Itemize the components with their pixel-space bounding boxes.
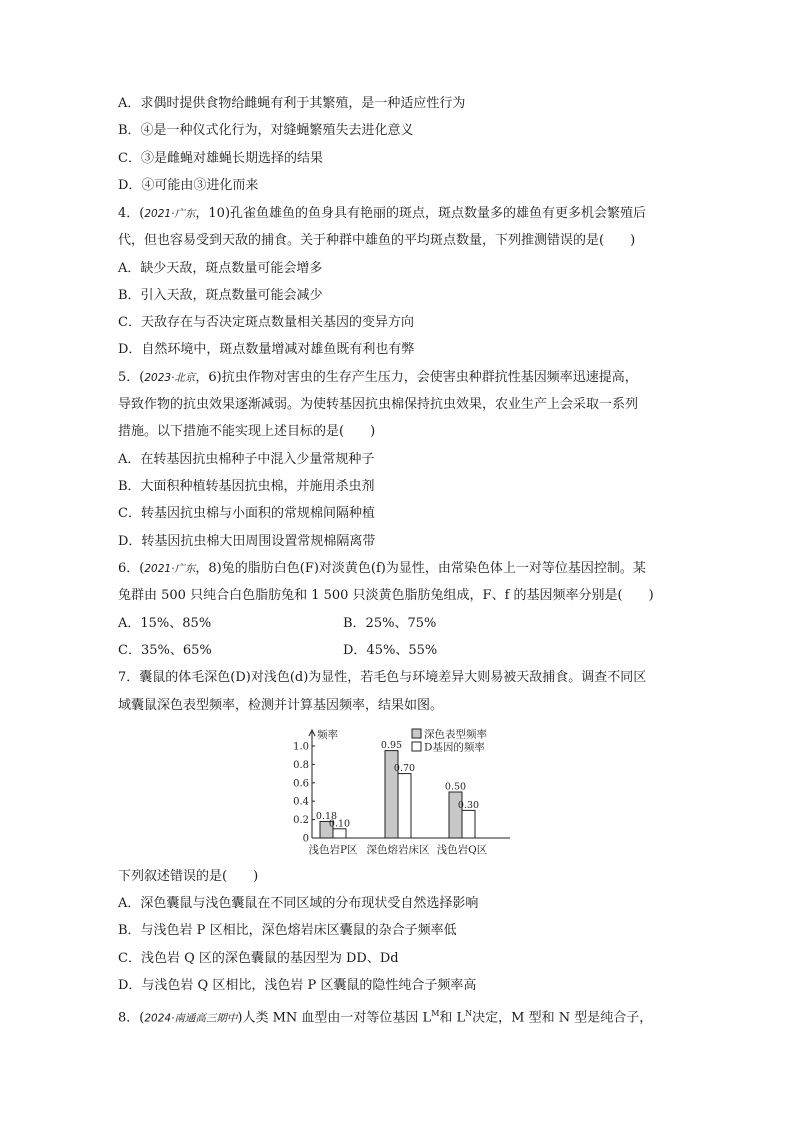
- q7-bar-chart: [290, 728, 510, 860]
- q8-source: 2024·南通高三期中: [144, 1012, 238, 1025]
- data-label: 0.70: [393, 763, 416, 775]
- q3-option-d: D．④可能由③进化而来: [118, 178, 259, 193]
- y-tick-label: 1.0: [293, 741, 309, 753]
- q7-option-a: A．深色囊鼠与浅色囊鼠在不同区域的分布现状受自然选择影响: [118, 896, 479, 911]
- bar: [333, 829, 346, 838]
- bar: [462, 810, 475, 838]
- data-label: 0.50: [444, 781, 467, 793]
- q6-option-c: C．35%、65%: [118, 643, 212, 658]
- y-tick-label: 0.2: [293, 815, 309, 827]
- y-tick-label: 0.6: [293, 778, 309, 790]
- category-label: 浅色岩P区: [308, 844, 358, 856]
- legend-swatch: [412, 742, 421, 751]
- q3-option-b: B．④是一种仪式化行为，对缝蝇繁殖失去进化意义: [118, 123, 414, 138]
- bar: [449, 792, 462, 838]
- q4-stem-line1: 4．(2021·广东，10)孔雀鱼雄鱼的鱼身具有艳丽的斑点，斑点数量多的雄鱼有更多机会繁殖后: [118, 206, 647, 221]
- q5-stem-line3: 措施。以下措施不能实现上述目标的是( ): [118, 424, 376, 439]
- q7-option-d: D．与浅色岩 Q 区相比，浅色岩 P 区囊鼠的隐性纯合子频率高: [118, 978, 477, 993]
- q7-stem-line1: 7．囊鼠的体毛深色(D)对浅色(d)为显性，若毛色与环境差异大则易被天敌捕食。调查不同区: [118, 670, 647, 685]
- y-tick-label: 0.8: [293, 759, 309, 771]
- q3-option-c: C．③是雌蝇对雄蝇长期选择的结果: [118, 151, 323, 166]
- q4-option-a: A．缺少天敌，斑点数量可能会增多: [118, 261, 323, 276]
- q6-stem-line1: 6．(2021·广东，8)兔的脂肪白色(F)对淡黄色(f)为显性，由常染色体上一对等位基因控制。某: [118, 561, 646, 576]
- q5-stem-line1: 5．(2023·北京，6)抗虫作物对害虫的生存产生压力，会使害虫种群抗性基因频率迅速提高，: [118, 370, 638, 385]
- legend-swatch: [412, 729, 421, 738]
- q5-stem-line2: 导致作物的抗虫效果逐渐减弱。为使转基因抗虫棉保持抗虫效果，农业生产上会采取一系列: [118, 397, 639, 412]
- q4-source: 2021·广东: [144, 208, 196, 220]
- q5-source: 2023·北京: [144, 372, 196, 384]
- q6-option-b: B．25%、75%: [343, 616, 437, 631]
- q7-stem-line2: 域囊鼠深色表型频率，检测并计算基因频率，结果如图。: [118, 698, 444, 713]
- data-label: 0.95: [380, 740, 403, 752]
- q8-stem-line1: 8．(2024·南通高三期中)人类 MN 血型由一对等位基因 $L^M$和 $L^N$决定，M 型和 N 型是纯合子，: [118, 1009, 653, 1026]
- y-tick-label: 0: [302, 833, 309, 845]
- q5-option-d: D．转基因抗虫棉大田周围设置常规棉隔离带: [118, 534, 376, 549]
- q4-stem-line2: 代，但也容易受到天敌的捕食。关于种群中雄鱼的平均斑点数量，下列推测错误的是( ): [118, 233, 636, 248]
- legend-label: D基因的频率: [424, 741, 485, 754]
- q6-source: 2021·广东: [144, 563, 196, 575]
- y-axis-label: 频率: [317, 729, 338, 741]
- q7-question: 下列叙述错误的是( ): [118, 869, 259, 884]
- q3-option-a: A．求偶时提供食物给雌蝇有利于其繁殖，是一种适应性行为: [118, 96, 466, 111]
- category-label: 浅色岩Q区: [436, 844, 488, 856]
- q4-option-d: D．自然环境中，斑点数量增减对雄鱼既有利也有弊: [118, 342, 415, 357]
- data-label: 0.10: [328, 818, 351, 830]
- data-label: 0.18: [315, 810, 338, 822]
- q4-option-c: C．天敌存在与否决定斑点数量相关基因的变异方向: [118, 315, 414, 330]
- q5-option-c: C．转基因抗虫棉与小面积的常规棉间隔种植: [118, 506, 375, 521]
- q6-option-a: A．15%、85%: [118, 616, 212, 631]
- q5-option-b: B．大面积种植转基因抗虫棉，并施用杀虫剂: [118, 479, 375, 494]
- q6-option-d: D．45%、55%: [343, 643, 438, 658]
- q4-option-b: B．引入天敌，斑点数量可能会减少: [118, 288, 323, 303]
- q5-option-a: A．在转基因抗虫棉种子中混入少量常规种子: [118, 452, 375, 467]
- bar: [398, 774, 411, 838]
- y-tick-label: 0.4: [293, 796, 309, 808]
- legend-label: 深色表型频率: [424, 728, 487, 741]
- category-label: 深色熔岩床区: [366, 844, 430, 856]
- q7-option-c: C．浅色岩 Q 区的深色囊鼠的基因型为 DD、Dd: [118, 951, 399, 966]
- data-label: 0.30: [457, 799, 480, 811]
- q7-option-b: B．与浅色岩 P 区相比，深色熔岩床区囊鼠的杂合子频率低: [118, 923, 457, 938]
- q6-stem-line2: 兔群由 500 只纯合白色脂肪兔和 1 500 只淡黄色脂肪兔组成，F、f 的基因频率分别是( ): [118, 588, 654, 603]
